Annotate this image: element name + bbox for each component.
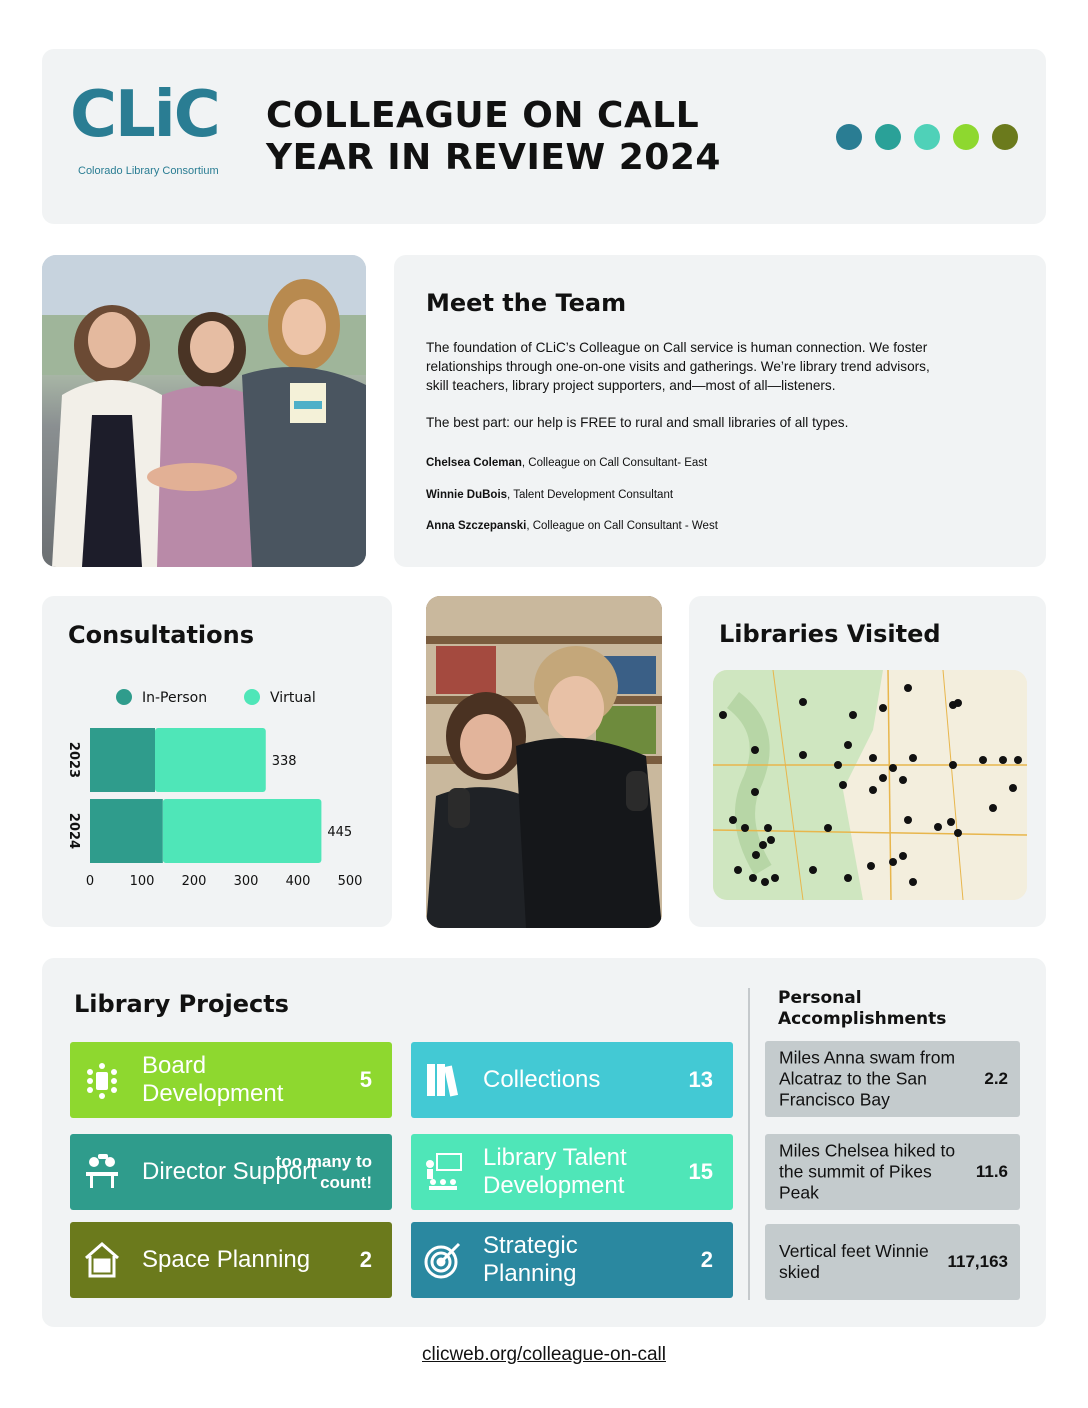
project-tile-board-development xyxy=(70,1042,392,1118)
meet-the-team-card xyxy=(394,255,1046,567)
footer-link[interactable]: clicweb.org/colleague-on-call xyxy=(422,1344,666,1365)
library-projects-card xyxy=(42,958,1046,1327)
title-line-2: YEAR IN REVIEW 2024 xyxy=(266,137,721,178)
project-tile-library-talent-development xyxy=(411,1134,733,1210)
project-count: 5 xyxy=(359,1067,372,1092)
legend-label-in-person: In-Person xyxy=(142,690,208,706)
project-count: 2 xyxy=(700,1247,713,1272)
accomplishment-text: Miles Anna swam from Alcatraz to the San Francisco Bay xyxy=(779,1047,956,1110)
dot-3 xyxy=(914,124,940,150)
accomplishment-text: Miles Chelsea hiked to the summit of Pikes Peak xyxy=(779,1140,956,1203)
team-member xyxy=(426,457,707,469)
project-label: Library Talent Development xyxy=(483,1144,627,1199)
legend-swatch-virtual xyxy=(244,689,260,705)
team-intro-line-2: relationships through one-on-one visits and gatherings. We’re library trend advisors, xyxy=(426,359,930,374)
member-name: Anna Szczepanski xyxy=(426,520,527,532)
x-tick-label: 200 xyxy=(181,874,207,889)
logo-subtitle: Colorado Library Consortium xyxy=(78,165,219,177)
books-icon xyxy=(423,1060,463,1100)
team-intro-line-1: The foundation of CLiC’s Colleague on Call service is human connection. We foster xyxy=(426,340,928,355)
meeting-table-icon xyxy=(82,1152,122,1192)
colorado-map xyxy=(713,670,1027,900)
page-title xyxy=(266,95,721,179)
presentation-icon xyxy=(423,1152,463,1192)
accomplishment-card xyxy=(765,1041,1020,1117)
team-intro xyxy=(426,338,1026,395)
accomplishment-value: 11.6 xyxy=(975,1162,1008,1181)
project-count: 15 xyxy=(688,1159,713,1184)
project-label: Space Planning xyxy=(142,1246,311,1273)
project-label: Director Support xyxy=(142,1158,317,1185)
category-label: 2024 xyxy=(66,812,81,850)
category-label: 2023 xyxy=(66,741,81,779)
consultations-card xyxy=(42,596,392,927)
project-count: 13 xyxy=(688,1067,713,1092)
project-count: 2 xyxy=(359,1247,372,1272)
target-icon xyxy=(423,1240,463,1280)
accomplishment-text: Vertical feet Winnie skied xyxy=(779,1241,929,1282)
bar-total-label: 445 xyxy=(327,825,353,840)
title-line-1: COLLEAGUE ON CALL xyxy=(266,95,700,136)
project-count: too many to count! xyxy=(275,1152,372,1192)
board-meeting-icon xyxy=(82,1060,122,1100)
team-heading: Meet the Team xyxy=(426,289,627,317)
bar-virtual-2024 xyxy=(163,799,322,863)
x-tick-label: 0 xyxy=(85,874,95,889)
header-banner xyxy=(42,49,1046,224)
dot-1 xyxy=(836,124,862,150)
bar-in-person-2024 xyxy=(90,799,163,863)
accomplishment-value: 2.2 xyxy=(984,1069,1008,1088)
member-role: , Talent Development Consultant xyxy=(507,489,674,501)
project-tile-director-support xyxy=(70,1134,392,1210)
house-book-icon xyxy=(82,1240,122,1280)
chart-title: Consultations xyxy=(68,621,255,649)
accomplishment-card xyxy=(765,1134,1020,1210)
project-label: Collections xyxy=(483,1066,601,1093)
team-member xyxy=(426,489,673,501)
bar-virtual-2023 xyxy=(155,728,266,792)
project-label: Board Development xyxy=(142,1052,284,1107)
member-role: , Colleague on Call Consultant - West xyxy=(526,520,718,532)
project-tile-space-planning xyxy=(70,1222,392,1298)
section-divider xyxy=(748,988,750,1300)
clic-logo: CLiC xyxy=(70,78,219,152)
accomplishments-heading: Personal Accomplishments xyxy=(778,988,947,1029)
x-tick-label: 400 xyxy=(285,874,311,889)
libraries-visited-card xyxy=(689,596,1046,927)
projects-heading: Library Projects xyxy=(74,990,289,1018)
libraries-heading: Libraries Visited xyxy=(719,620,941,648)
member-name: Chelsea Coleman xyxy=(426,457,522,469)
legend-label-virtual: Virtual xyxy=(270,690,316,706)
project-label: Strategic Planning xyxy=(483,1232,578,1287)
dot-5 xyxy=(992,124,1018,150)
dot-4 xyxy=(953,124,979,150)
dot-2 xyxy=(875,124,901,150)
project-tile-strategic-planning xyxy=(411,1222,733,1298)
member-name: Winnie DuBois xyxy=(426,489,508,501)
team-intro-line-3: skill teachers, library project supporters, and—most of all—listeners. xyxy=(426,378,836,393)
bar-in-person-2023 xyxy=(90,728,155,792)
legend-swatch-in-person xyxy=(116,689,132,705)
x-tick-label: 300 xyxy=(233,874,259,889)
decorative-dots xyxy=(836,124,1018,150)
member-role: , Colleague on Call Consultant- East xyxy=(521,457,708,469)
bar-total-label: 338 xyxy=(271,754,297,769)
team-photo xyxy=(42,255,366,567)
team-member xyxy=(426,520,718,532)
x-tick-label: 500 xyxy=(337,874,363,889)
project-tile-collections xyxy=(411,1042,733,1118)
x-tick-label: 100 xyxy=(129,874,155,889)
team-free-note: The best part: our help is FREE to rural and small libraries of all types. xyxy=(426,415,849,430)
consultations-chart xyxy=(42,596,392,927)
consultants-photo xyxy=(426,596,662,928)
accomplishment-card xyxy=(765,1224,1020,1300)
accomplishment-value: 117,163 xyxy=(947,1252,1008,1271)
